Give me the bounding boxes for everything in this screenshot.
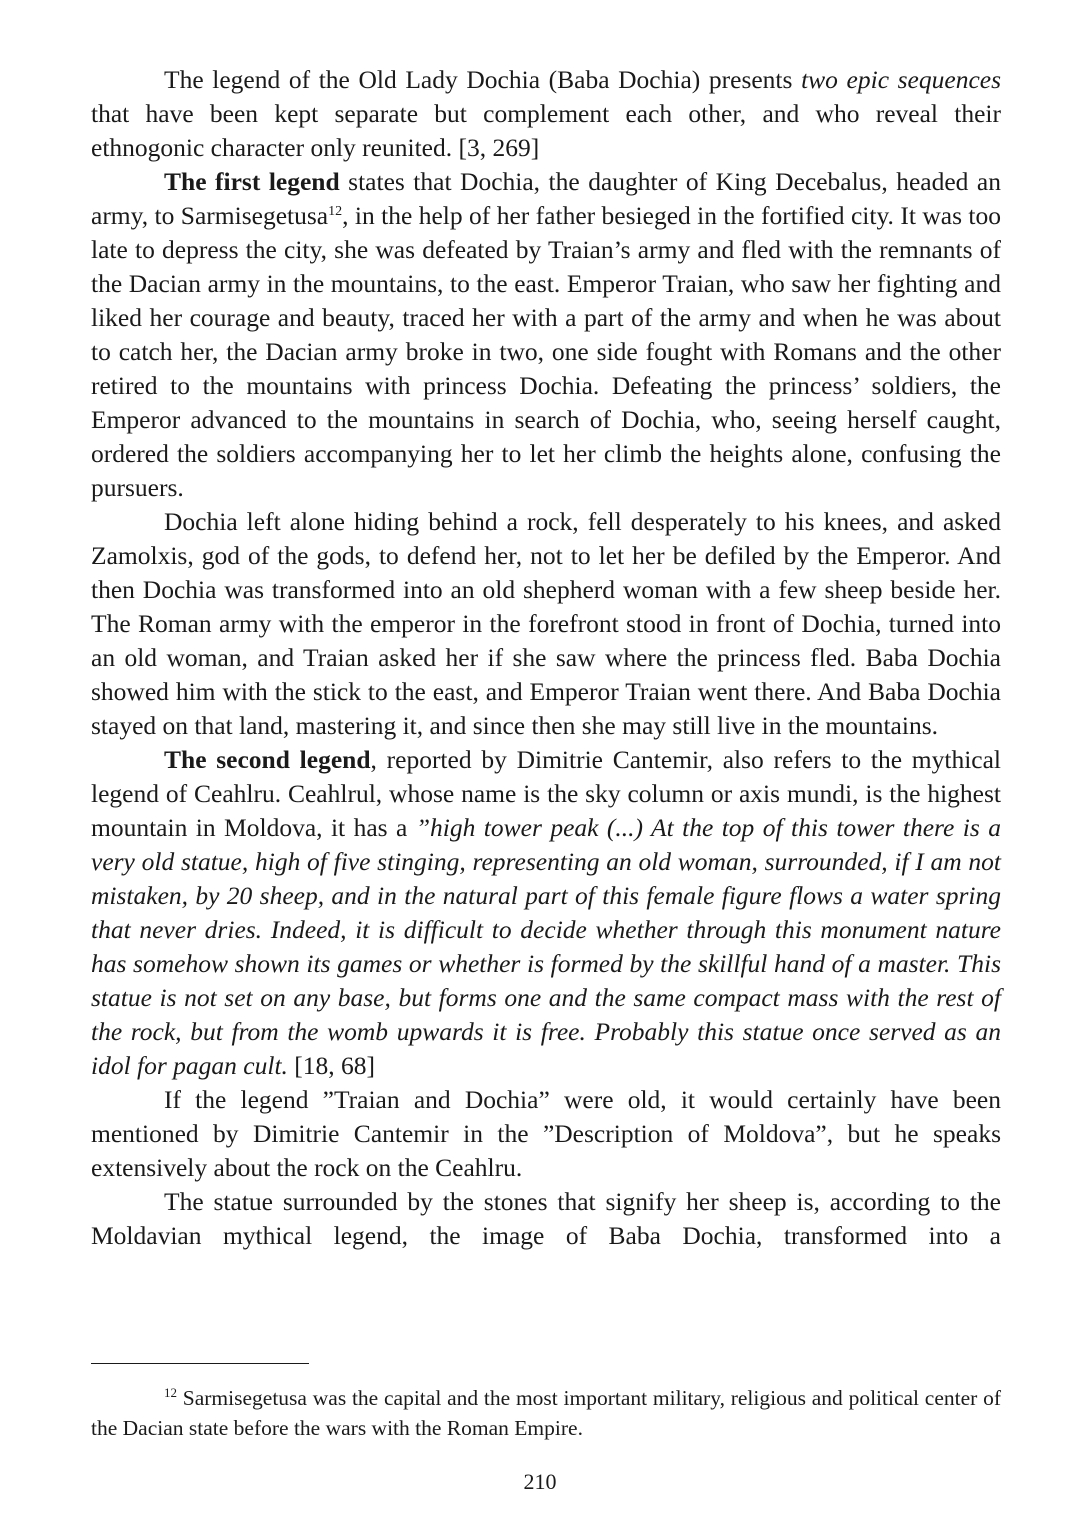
heading-second-legend: The second legend [164, 745, 371, 774]
footnote [91, 1383, 1001, 1443]
cantemir-quotation: ”high tower peak (...) At the top of this tower there is a very old statue, high of five stinging, representing an old woman, surrounded, if I am not mistaken, by 20 sheep, and in the natural part of this female figure flows a water spring that never dries. Indeed, it is difficult to decide whether through this monument nature has somehow shown its games or whether is formed by the skillful hand of a master. This statue is not set on any base, but forms one and the same compact mass with the rest of the rock, but from the womb upwards it is free. Probably this statue once served as an idol for pagan cult. [91, 813, 1001, 1080]
paragraph-statue: The statue surrounded by the stones that signify her sheep is, according to the Moldavian mythical legend, the image of Baba Dochia, transformed into a [91, 1187, 1001, 1250]
footnote-number: 12 [164, 1385, 177, 1400]
paragraph-second-legend: The second legend, reported by Dimitrie Cantemir, also refers to the mythical legend of Ceahlru. Ceahlrul, whose name is the sky column or axis mundi, is the highest mountain in Moldova, it has a ”high tower peak (...) At the top of this tower there is a very old statue, high of five stinging, representing an old woman, surrounded, if I am not mistaken, by 20 sheep, and in the natural part of this female figure flows a water spring that never dries. Indeed, it is difficult to decide whether through this monument nature has somehow shown its games or whether is formed by the skillful hand of a master. This statue is not set on any base, but forms one and the same compact mass with the rest of the rock, but from the womb upwards it is free. Probably this statue once served as an idol for pagan cult. [18, 68] [91, 745, 1001, 1080]
page-number: 210 [523, 1469, 557, 1494]
footnote-separator [91, 1363, 309, 1364]
paragraph-first-legend: The first legend states that Dochia, the daughter of King Decebalus, headed an army, to Sarmisegetusa$^{12}$, in the help of her father besieged in the fortified city. It was too late to depress the city, she was defeated by Traian’s army and fled with the remnants of the Dacian army in the mountains, to the east. Emperor Traian, who saw her fighting and liked her courage and beauty, traced her with a part of the army and when he was about to catch her, the Dacian army broke in two, one side fought with Romans and the other retired to the mountains with princess Dochia. Defeating the princess’ soldiers, the Emperor advanced to the mountains in search of Dochia, who, seeing herself caught, ordered the soldiers accompanying her to let her climb the heights alone, confusing the pursuers. [91, 167, 1002, 502]
paragraph-traian-and-dochia: If the legend ”Traian and Dochia” were old, it would certainly have been mentioned by Dimitrie Cantemir in the ”Description of Moldova”, but he speaks extensively about the rock on the Ceahlru. [91, 1085, 1001, 1182]
page-body [91, 63, 1001, 1253]
paragraph-transformation: Dochia left alone hiding behind a rock, fell desperately to his knees, and asked Zamolxis, god of the gods, to defend her, not to let her be defiled by the Emperor. And then Dochia was transformed into an old shepherd woman with a few sheep beside her. The Roman army with the emperor in the forefront stood in front of Dochia, turned into an old woman, and Traian asked her if she saw where the princess fled. Baba Dochia showed him with the stick to the east, and Emperor Traian went there. And Baba Dochia stayed on that land, mastering it, and since then she may still live in the mountains. [91, 507, 1001, 740]
heading-first-legend: The first legend [164, 167, 340, 196]
footnote-reference[interactable]: 12 [328, 204, 343, 219]
emphasis-two-epic-sequences: two epic sequences [801, 65, 1002, 94]
footnote-text: Sarmisegetusa was the capital and the most important military, religious and political center of the Dacian state before the wars with the Roman Empire. [91, 1386, 1001, 1440]
paragraph-intro: The legend of the Old Lady Dochia (Baba Dochia) presents two epic sequences that have been kept separate but complement each other, and who reveal their ethnogonic character only reunited. [3, 269] [91, 65, 1002, 162]
